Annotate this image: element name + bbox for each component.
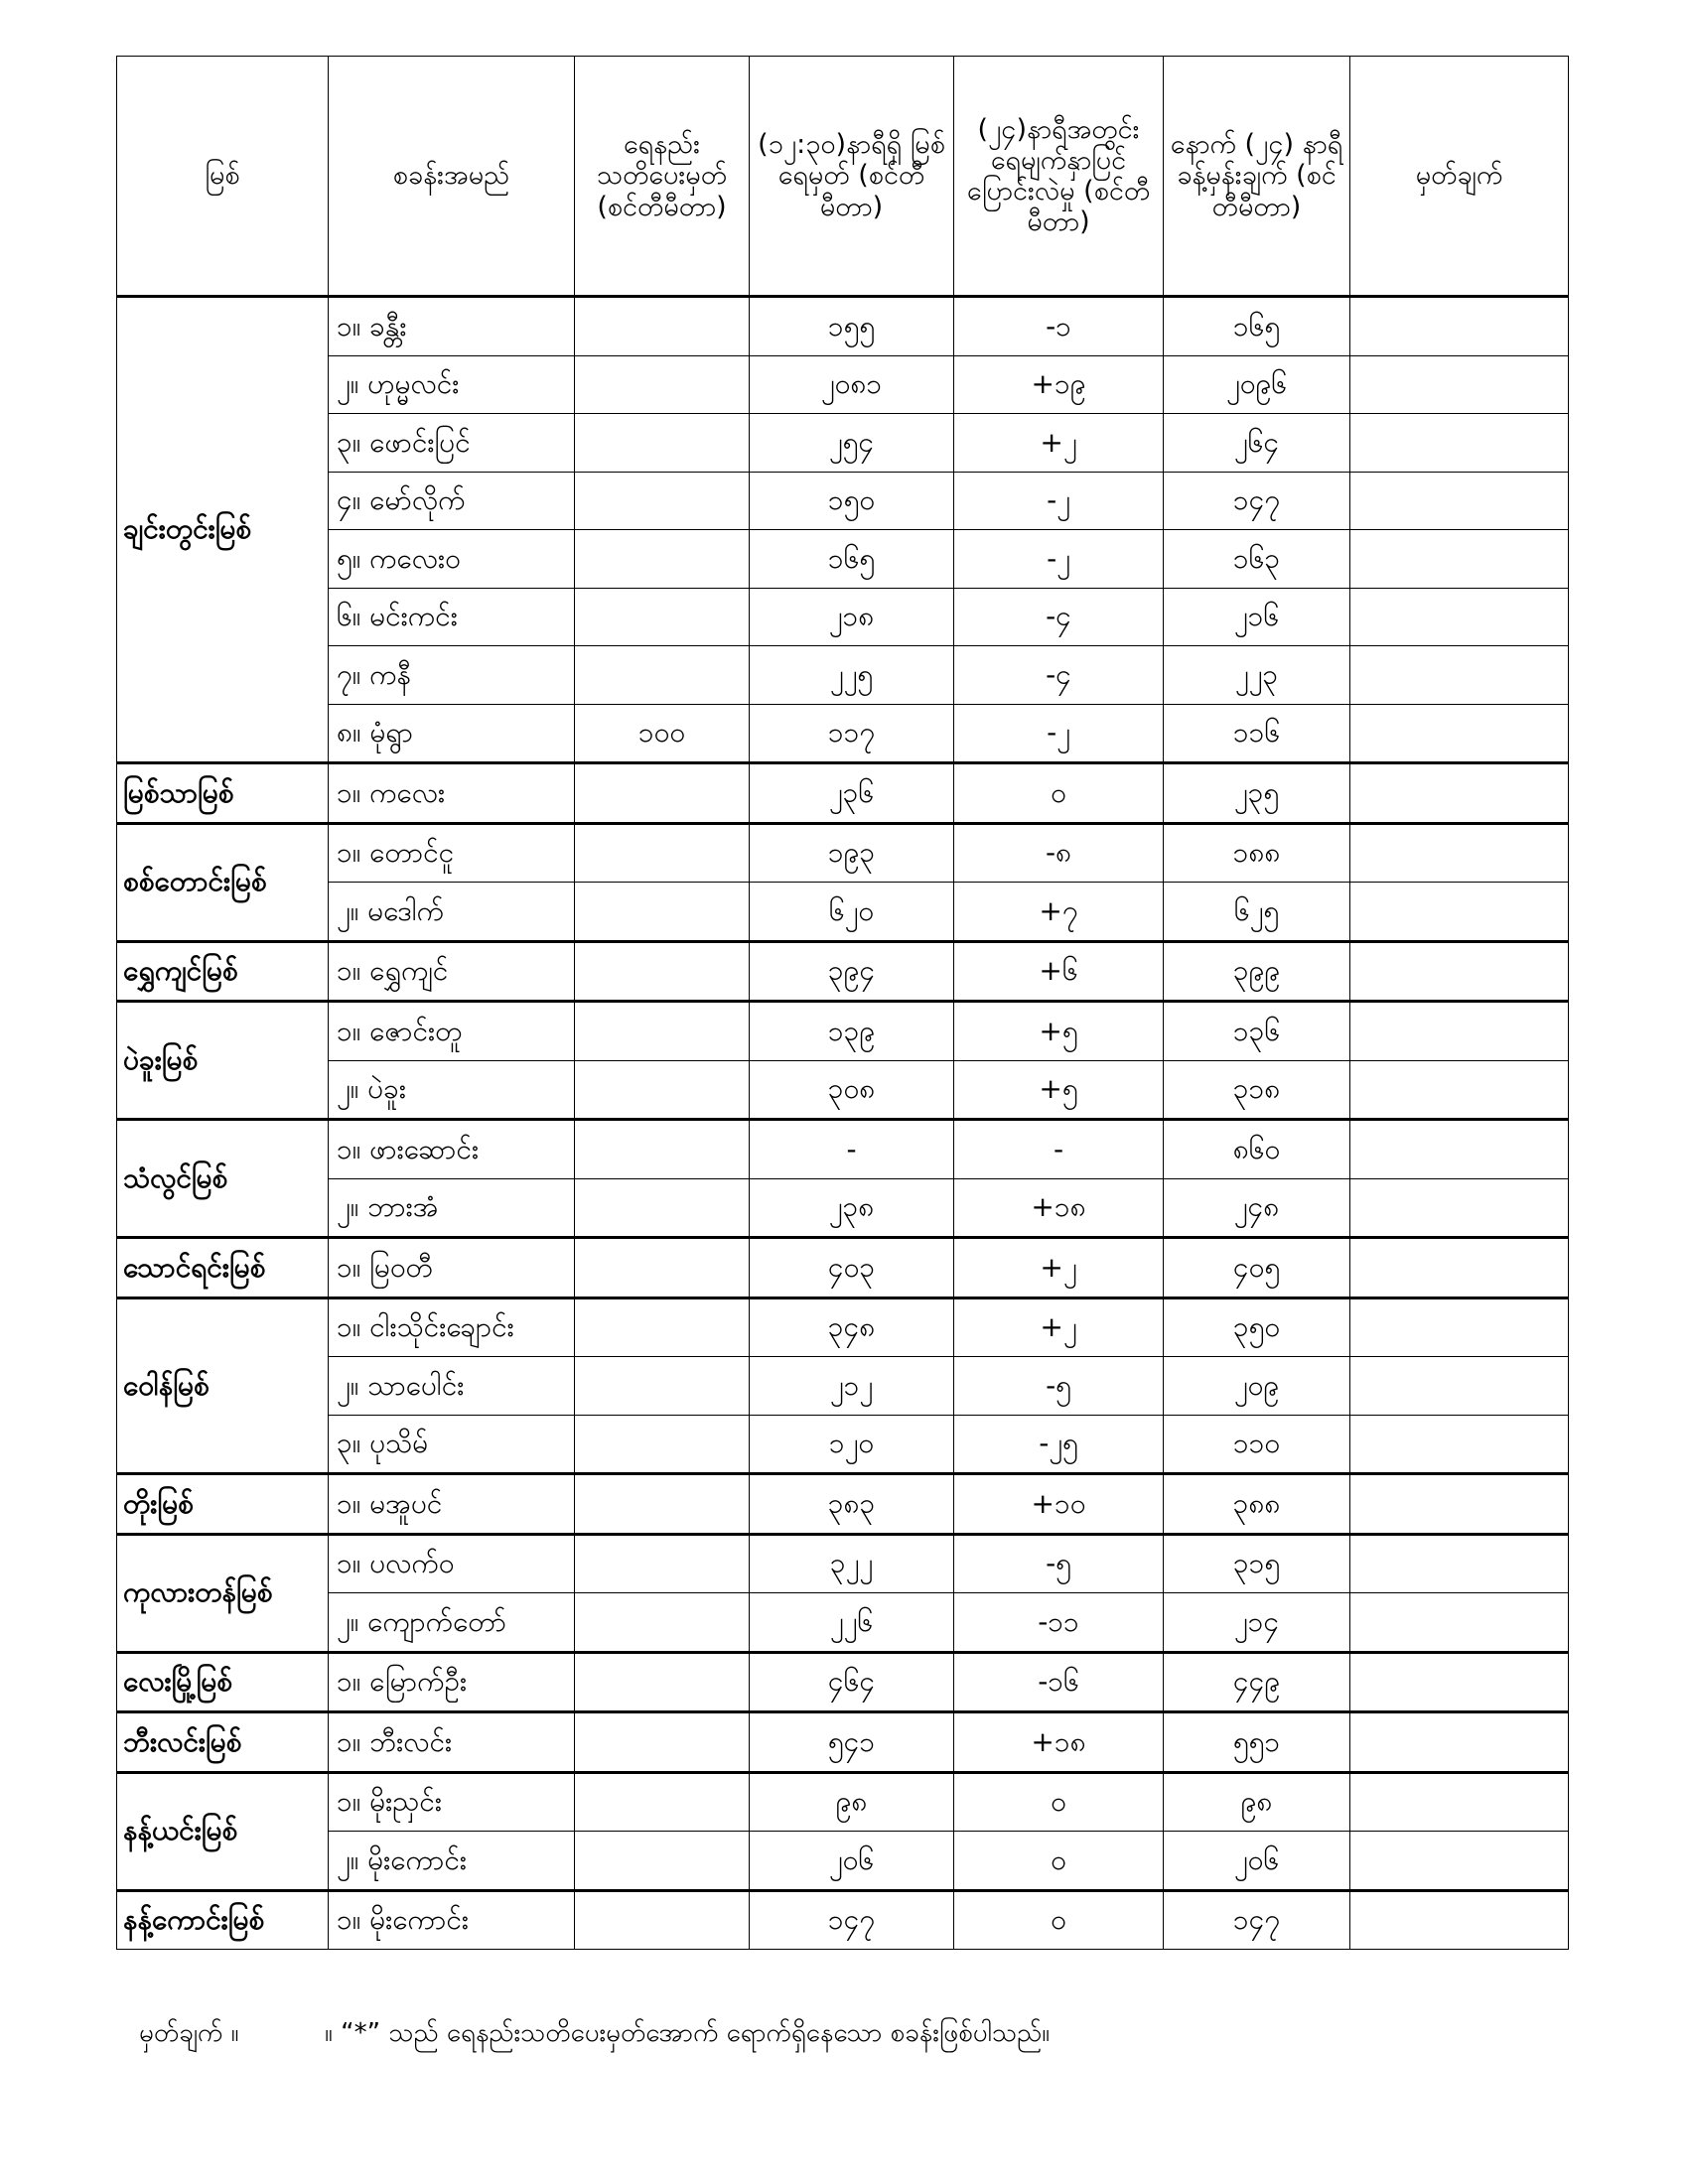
level-change-cell: ၀ xyxy=(954,763,1164,824)
warning-level-cell xyxy=(575,941,750,1002)
table-body xyxy=(117,297,1569,1950)
water-level-cell: - xyxy=(750,1120,954,1179)
warning-level-cell xyxy=(575,1712,750,1773)
footnote-label: မှတ်ချက် ။ xyxy=(139,2018,239,2048)
warning-level-cell xyxy=(575,1772,750,1832)
level-change-cell: -၈ xyxy=(954,823,1164,883)
col-header-river: မြစ် xyxy=(117,57,329,297)
level-change-cell: +၁၀ xyxy=(954,1474,1164,1535)
table-row xyxy=(117,1002,1569,1061)
level-change-cell: +၅ xyxy=(954,1060,1164,1120)
station-name-cell: ၃။ ပုသိမ် xyxy=(329,1415,575,1474)
station-name-cell: ၁။ ဇောင်းတူ xyxy=(329,1002,575,1061)
forecast-cell: ၂၀၉ xyxy=(1164,1357,1350,1416)
remark-cell xyxy=(1350,823,1569,883)
water-level-cell: ၁၂၀ xyxy=(750,1415,954,1474)
table-row xyxy=(117,530,1569,589)
station-name-cell: ၁။ မအူပင် xyxy=(329,1474,575,1535)
level-change-cell: ၀ xyxy=(954,1832,1164,1891)
river-name-cell: စစ်တောင်းမြစ် xyxy=(117,823,329,941)
level-change-cell: +၁၈ xyxy=(954,1178,1164,1238)
remark-cell xyxy=(1350,414,1569,473)
warning-level-cell xyxy=(575,1357,750,1416)
station-name-cell: ၂။ မဒေါက် xyxy=(329,883,575,942)
forecast-cell: ၄၄၉ xyxy=(1164,1652,1350,1712)
station-name-cell: ၂။ ဟုမ္မလင်း xyxy=(329,355,575,414)
table-row xyxy=(117,1060,1569,1120)
remark-cell xyxy=(1350,1178,1569,1238)
forecast-cell: ၂၄၈ xyxy=(1164,1178,1350,1238)
station-name-cell: ၁။ မိုးကောင်း xyxy=(329,1890,575,1950)
level-change-cell: +၅ xyxy=(954,1002,1164,1061)
remark-cell xyxy=(1350,763,1569,824)
table-row xyxy=(117,883,1569,942)
water-level-cell: ၄၆၄ xyxy=(750,1652,954,1712)
warning-level-cell xyxy=(575,1060,750,1120)
warning-level-cell xyxy=(575,1415,750,1474)
table-row xyxy=(117,1178,1569,1238)
water-level-cell: ၁၁၇ xyxy=(750,704,954,763)
col-header-forecast: နောက် (၂၄) နာရီ ခန့်မှန်းချက် (စင်တီမီတာ) xyxy=(1164,57,1350,297)
table-row xyxy=(117,763,1569,824)
level-change-cell: ၀ xyxy=(954,1772,1164,1832)
water-level-cell: ၂၁၂ xyxy=(750,1357,954,1416)
remark-cell xyxy=(1350,1712,1569,1773)
table-row xyxy=(117,297,1569,356)
water-level-cell: ၉၈ xyxy=(750,1772,954,1832)
forecast-cell: ၂၂၃ xyxy=(1164,646,1350,705)
warning-level-cell xyxy=(575,297,750,356)
warning-level-cell xyxy=(575,1534,750,1593)
water-level-cell: ၃၈၃ xyxy=(750,1474,954,1535)
station-name-cell: ၂။ ပဲခူး xyxy=(329,1060,575,1120)
table-row xyxy=(117,1238,1569,1298)
remark-cell xyxy=(1350,1534,1569,1593)
remark-cell xyxy=(1350,1297,1569,1357)
river-name-cell: ပဲခူးမြစ် xyxy=(117,1002,329,1120)
level-change-cell: -၅ xyxy=(954,1357,1164,1416)
remark-cell xyxy=(1350,1832,1569,1891)
table-row xyxy=(117,1772,1569,1832)
forecast-cell: ၃၈၈ xyxy=(1164,1474,1350,1535)
warning-level-cell xyxy=(575,355,750,414)
table-row xyxy=(117,1415,1569,1474)
water-level-cell: ၂၀၈၁ xyxy=(750,355,954,414)
water-level-cell: ၃၉၄ xyxy=(750,941,954,1002)
level-change-cell: +၂ xyxy=(954,1297,1164,1357)
level-change-cell: +၁၈ xyxy=(954,1712,1164,1773)
station-name-cell: ၁။ တောင်ငူ xyxy=(329,823,575,883)
station-name-cell: ၅။ ကလေးဝ xyxy=(329,530,575,589)
table-row xyxy=(117,1890,1569,1950)
forecast-cell: ၂၀၆ xyxy=(1164,1832,1350,1891)
table-row xyxy=(117,941,1569,1002)
forecast-cell: ၃၁၈ xyxy=(1164,1060,1350,1120)
water-level-cell: ၅၄၁ xyxy=(750,1712,954,1773)
forecast-cell: ၁၃၆ xyxy=(1164,1002,1350,1061)
river-name-cell: ဝေါန်မြစ် xyxy=(117,1297,329,1474)
remark-cell xyxy=(1350,472,1569,530)
station-name-cell: ၂။ ကျောက်တော် xyxy=(329,1593,575,1653)
forecast-cell: ၁၈၈ xyxy=(1164,823,1350,883)
water-level-cell: ၃၄၈ xyxy=(750,1297,954,1357)
river-name-cell: သောင်ရင်းမြစ် xyxy=(117,1238,329,1298)
forecast-cell: ၃၉၉ xyxy=(1164,941,1350,1002)
water-level-cell: ၁၆၅ xyxy=(750,530,954,589)
station-name-cell: ၁။ မြဝတီ xyxy=(329,1238,575,1298)
forecast-cell: ၂၁၄ xyxy=(1164,1593,1350,1653)
remark-cell xyxy=(1350,1593,1569,1653)
water-level-cell: ၂၃၈ xyxy=(750,1178,954,1238)
level-change-cell: ၀ xyxy=(954,1890,1164,1950)
table-row xyxy=(117,1297,1569,1357)
table-row xyxy=(117,472,1569,530)
water-level-cell: ၁၃၉ xyxy=(750,1002,954,1061)
warning-level-cell xyxy=(575,1890,750,1950)
station-name-cell: ၁။ မိုးညှင်း xyxy=(329,1772,575,1832)
water-level-cell: ၂၂၅ xyxy=(750,646,954,705)
water-level-cell: ၂၃၆ xyxy=(750,763,954,824)
warning-level-cell xyxy=(575,883,750,942)
level-change-cell: +၆ xyxy=(954,941,1164,1002)
warning-level-cell: ၁၀၀ xyxy=(575,704,750,763)
forecast-cell: ၈၆၀ xyxy=(1164,1120,1350,1179)
table-row xyxy=(117,1534,1569,1593)
station-name-cell: ၇။ ကနီ xyxy=(329,646,575,705)
forecast-cell: ၁၄၇ xyxy=(1164,472,1350,530)
col-header-warning-level: ရေနည်း သတိပေးမှတ် (စင်တီမီတာ) xyxy=(575,57,750,297)
forecast-cell: ၁၄၇ xyxy=(1164,1890,1350,1950)
level-change-cell: -၂ xyxy=(954,704,1164,763)
river-name-cell: သံလွင်မြစ် xyxy=(117,1120,329,1238)
level-change-cell: -၂၅ xyxy=(954,1415,1164,1474)
footnote-text: ။ “*” သည် ရေနည်းသတိပေးမှတ်အောက် ရောက်ရှိနေသော စခန်းဖြစ်ပါသည်။ xyxy=(325,2018,1051,2048)
station-name-cell: ၁။ ရွှေကျင် xyxy=(329,941,575,1002)
level-change-cell: +၁၉ xyxy=(954,355,1164,414)
water-level-cell: ၂၅၄ xyxy=(750,414,954,473)
remark-cell xyxy=(1350,588,1569,646)
forecast-cell: ၁၆၃ xyxy=(1164,530,1350,589)
station-name-cell: ၄။ မော်လိုက် xyxy=(329,472,575,530)
water-level-cell: ၂၀၆ xyxy=(750,1832,954,1891)
water-level-cell: ၁၅၅ xyxy=(750,297,954,356)
forecast-cell: ၃၁၅ xyxy=(1164,1534,1350,1593)
table-row xyxy=(117,414,1569,473)
footnote xyxy=(139,2015,1050,2054)
forecast-cell: ၆၂၅ xyxy=(1164,883,1350,942)
level-change-cell: -၅ xyxy=(954,1534,1164,1593)
remark-cell xyxy=(1350,355,1569,414)
forecast-cell: ၁၆၅ xyxy=(1164,297,1350,356)
station-name-cell: ၁။ ဘီးလင်း xyxy=(329,1712,575,1773)
warning-level-cell xyxy=(575,472,750,530)
remark-cell xyxy=(1350,1060,1569,1120)
remark-cell xyxy=(1350,941,1569,1002)
warning-level-cell xyxy=(575,588,750,646)
river-name-cell: လေးမြို့မြစ် xyxy=(117,1652,329,1712)
header-row xyxy=(117,57,1569,297)
level-change-cell: -၁၆ xyxy=(954,1652,1164,1712)
station-name-cell: ၃။ ဖောင်းပြင် xyxy=(329,414,575,473)
forecast-cell: ၂၃၅ xyxy=(1164,763,1350,824)
col-header-change: (၂၄)နာရီအတွင်း ရေမျက်နှာပြင် ပြောင်းလဲမှု (စင်တီမီတာ) xyxy=(954,57,1164,297)
water-level-cell: ၁၉၃ xyxy=(750,823,954,883)
water-level-cell: ၆၂၀ xyxy=(750,883,954,942)
remark-cell xyxy=(1350,1415,1569,1474)
remark-cell xyxy=(1350,1474,1569,1535)
station-name-cell: ၁။ ဖားဆောင်း xyxy=(329,1120,575,1179)
table-row xyxy=(117,646,1569,705)
river-name-cell: နန့်ယင်းမြစ် xyxy=(117,1772,329,1890)
table-row xyxy=(117,1474,1569,1535)
forecast-cell: ၉၈ xyxy=(1164,1772,1350,1832)
warning-level-cell xyxy=(575,1238,750,1298)
forecast-cell: ၂၀၉၆ xyxy=(1164,355,1350,414)
warning-level-cell xyxy=(575,1120,750,1179)
level-change-cell: -၁ xyxy=(954,297,1164,356)
warning-level-cell xyxy=(575,1178,750,1238)
level-change-cell: -၁၁ xyxy=(954,1593,1164,1653)
table-row xyxy=(117,1357,1569,1416)
table-row xyxy=(117,588,1569,646)
remark-cell xyxy=(1350,1238,1569,1298)
remark-cell xyxy=(1350,1772,1569,1832)
station-name-cell: ၈။ မုံရွာ xyxy=(329,704,575,763)
river-name-cell: တိုးမြစ် xyxy=(117,1474,329,1535)
warning-level-cell xyxy=(575,1652,750,1712)
station-name-cell: ၂။ မိုးကောင်း xyxy=(329,1832,575,1891)
remark-cell xyxy=(1350,1652,1569,1712)
warning-level-cell xyxy=(575,414,750,473)
level-change-cell: -၂ xyxy=(954,530,1164,589)
table-row xyxy=(117,1593,1569,1653)
table-row xyxy=(117,1120,1569,1179)
station-name-cell: ၁။ ခန္တီး xyxy=(329,297,575,356)
warning-level-cell xyxy=(575,1474,750,1535)
remark-cell xyxy=(1350,704,1569,763)
river-name-cell: မြစ်သာမြစ် xyxy=(117,763,329,824)
table-row xyxy=(117,1652,1569,1712)
forecast-cell: ၅၅၁ xyxy=(1164,1712,1350,1773)
forecast-cell: ၂၁၆ xyxy=(1164,588,1350,646)
warning-level-cell xyxy=(575,530,750,589)
water-level-cell: ၁၅၀ xyxy=(750,472,954,530)
warning-level-cell xyxy=(575,646,750,705)
table-row xyxy=(117,704,1569,763)
station-name-cell: ၁။ ငါးသိုင်းချောင်း xyxy=(329,1297,575,1357)
station-name-cell: ၁။ ကလေး xyxy=(329,763,575,824)
forecast-cell: ၁၁၆ xyxy=(1164,704,1350,763)
remark-cell xyxy=(1350,530,1569,589)
remark-cell xyxy=(1350,1120,1569,1179)
river-name-cell: ချင်းတွင်းမြစ် xyxy=(117,297,329,763)
station-name-cell: ၂။ သာပေါင်း xyxy=(329,1357,575,1416)
table-row xyxy=(117,823,1569,883)
warning-level-cell xyxy=(575,1832,750,1891)
level-change-cell: -၂ xyxy=(954,472,1164,530)
water-level-cell: ၁၄၇ xyxy=(750,1890,954,1950)
warning-level-cell xyxy=(575,1297,750,1357)
river-name-cell: ကုလားတန်မြစ် xyxy=(117,1534,329,1652)
remark-cell xyxy=(1350,1890,1569,1950)
water-level-cell: ၃၂၂ xyxy=(750,1534,954,1593)
level-change-cell: +၂ xyxy=(954,414,1164,473)
remark-cell xyxy=(1350,1357,1569,1416)
remark-cell xyxy=(1350,297,1569,356)
warning-level-cell xyxy=(575,1593,750,1653)
water-level-cell: ၂၁၈ xyxy=(750,588,954,646)
col-header-remarks: မှတ်ချက် xyxy=(1350,57,1569,297)
river-name-cell: နန့်ကောင်းမြစ် xyxy=(117,1890,329,1950)
col-header-station: စခန်းအမည် xyxy=(329,57,575,297)
table-row xyxy=(117,355,1569,414)
remark-cell xyxy=(1350,1002,1569,1061)
station-name-cell: ၁။ ပလက်ဝ xyxy=(329,1534,575,1593)
level-change-cell: +၇ xyxy=(954,883,1164,942)
warning-level-cell xyxy=(575,1002,750,1061)
table-row xyxy=(117,1832,1569,1891)
level-change-cell: +၂ xyxy=(954,1238,1164,1298)
forecast-cell: ၁၁၀ xyxy=(1164,1415,1350,1474)
station-name-cell: ၆။ မင်းကင်း xyxy=(329,588,575,646)
table-row xyxy=(117,1712,1569,1773)
river-level-table xyxy=(116,56,1569,1950)
remark-cell xyxy=(1350,883,1569,942)
level-change-cell: - xyxy=(954,1120,1164,1179)
water-level-cell: ၂၂၆ xyxy=(750,1593,954,1653)
water-level-cell: ၃၀၈ xyxy=(750,1060,954,1120)
level-change-cell: -၄ xyxy=(954,588,1164,646)
warning-level-cell xyxy=(575,823,750,883)
forecast-cell: ၄၀၅ xyxy=(1164,1238,1350,1298)
level-change-cell: -၄ xyxy=(954,646,1164,705)
forecast-cell: ၃၅၀ xyxy=(1164,1297,1350,1357)
river-name-cell: ရွှေကျင်မြစ် xyxy=(117,941,329,1002)
remark-cell xyxy=(1350,646,1569,705)
col-header-current-level: (၁၂:၃၀)နာရီရှိ မြစ်ရေမှတ် (စင်တီမီတာ) xyxy=(750,57,954,297)
river-name-cell: ဘီးလင်းမြစ် xyxy=(117,1712,329,1773)
station-name-cell: ၁။ မြောက်ဦး xyxy=(329,1652,575,1712)
water-level-cell: ၄၀၃ xyxy=(750,1238,954,1298)
forecast-cell: ၂၆၄ xyxy=(1164,414,1350,473)
station-name-cell: ၂။ ဘားအံ xyxy=(329,1178,575,1238)
warning-level-cell xyxy=(575,763,750,824)
